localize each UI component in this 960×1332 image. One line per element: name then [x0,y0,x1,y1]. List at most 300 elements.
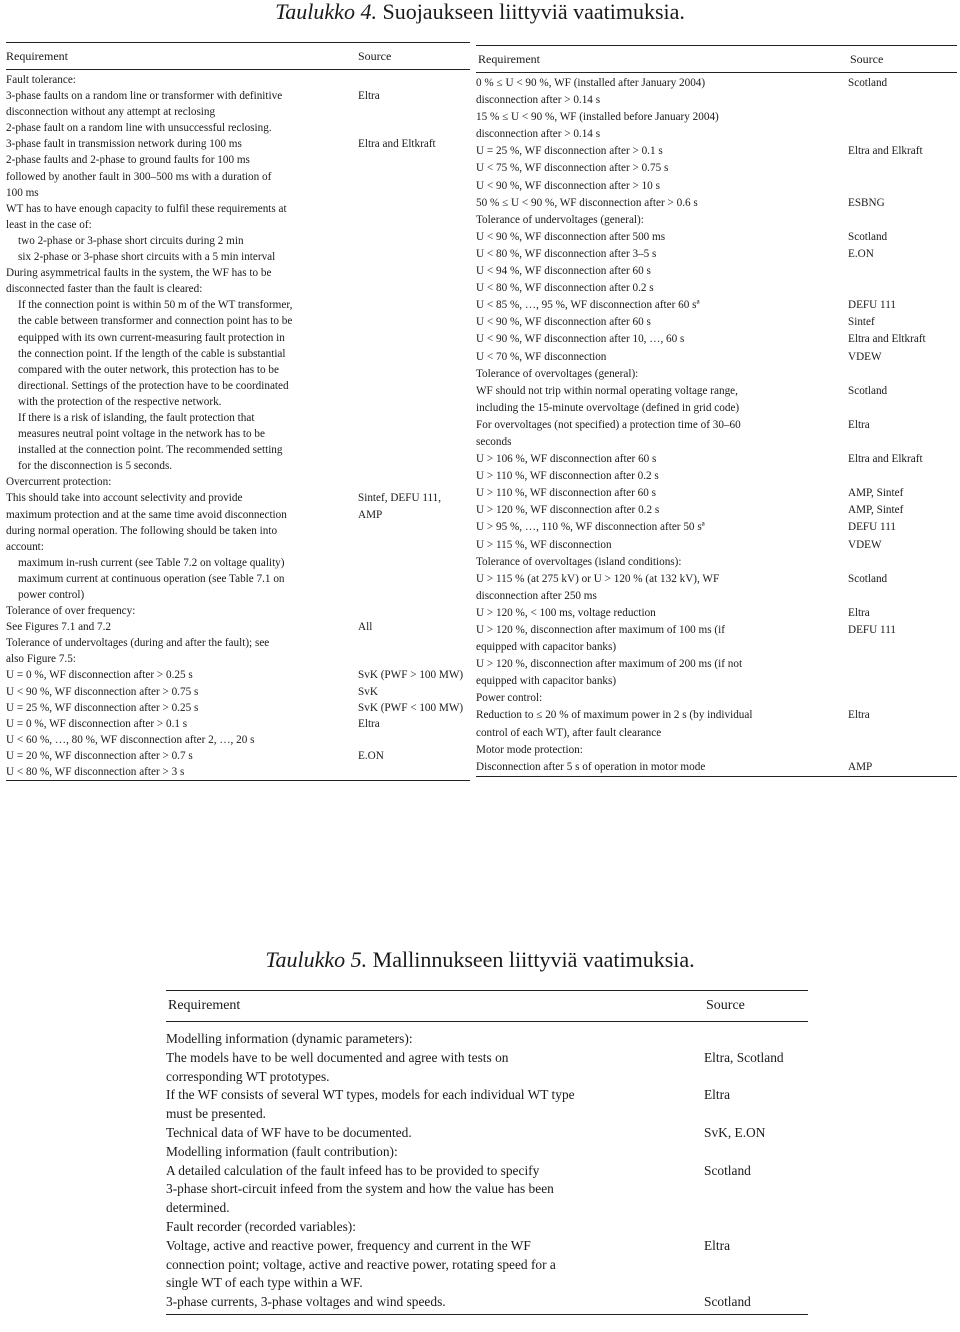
requirement-cell: maximum protection and at the same time avoid disconnection [6,508,287,521]
table-row [6,667,470,683]
requirement-cell: two 2-phase or 3-phase short circuits during 2 min [18,234,244,247]
table-row [476,178,957,195]
requirement-cell: during normal operation. The following should be taken into [6,524,278,537]
table-row [476,502,957,519]
source-cell: DEFU 111 [848,521,896,534]
requirement-cell: U > 110 %, WF disconnection after 60 s [476,487,656,500]
source-cell [704,1030,808,1049]
requirement-cell: 3-phase short-circuit infeed from the system and how the value has been [166,1181,554,1197]
source-cell [358,104,470,120]
table-row [476,366,957,383]
requirement-cell: This should take into account selectivity and provide [6,492,243,505]
requirement-cell: measures neutral point voltage in the network has to be [18,428,265,441]
table-row [476,554,957,571]
requirement-cell: Power control: [476,692,543,705]
source-cell [358,651,470,667]
table-row [6,474,470,490]
table-row [6,619,470,635]
table-row [476,349,957,366]
table-row [6,362,470,378]
source-cell [848,280,957,297]
requirement-cell: Voltage, active and reactive power, frequency and current in the WF [166,1237,531,1253]
source-cell: Eltra and Eltkraft [848,333,926,346]
source-cell [358,635,470,651]
table-row [6,539,470,555]
table-row [476,673,957,690]
table-row [476,417,957,434]
source-cell: ESBNG [848,196,885,209]
source-cell: DEFU 111 [848,624,896,636]
table-row [476,195,957,212]
requirement-cell: the cable between transformer and connection point has to be [18,315,293,328]
source-cell [704,1180,808,1199]
table-row [476,383,957,400]
source-header: Source [850,52,884,66]
source-cell: Sintef, DEFU 111, [358,492,442,505]
table-row [476,109,957,126]
source-cell [358,265,470,281]
table-row [6,104,470,120]
source-cell: Eltra and Elkraft [848,453,923,466]
source-cell: Scotland [848,572,888,585]
table-row [476,314,957,331]
table-row [6,136,470,152]
source-cell [358,523,470,539]
table-row [166,1162,808,1181]
requirement-cell: including the 15-minute overvoltage (defined in grid code) [476,401,740,414]
requirement-cell: U < 75 %, WF disconnection after > 0.75 s [476,162,669,175]
requirement-cell: disconnected faster than the fault is cleared: [6,283,203,296]
source-cell [361,442,470,458]
source-cell: Scotland [704,1162,751,1178]
requirement-cell: U = 0 %, WF disconnection after > 0.1 s [6,717,188,730]
requirement-cell: 0 % ≤ U < 90 %, WF (installed after January 2004) [476,77,706,89]
source-cell: Eltra and Eltkraft [358,138,436,151]
requirement-cell: Tolerance of overvoltages (island conditions): [476,555,682,568]
source-cell: VDEW [848,538,882,551]
requirement-cell: single WT of each type within a WF. [166,1275,363,1291]
source-cell: Eltra [704,1237,731,1253]
requirement-cell: disconnection without any attempt at reclosing [6,106,216,119]
table-row [6,603,470,619]
requirement-cell: During asymmetrical faults in the system, the WF has to be [6,267,272,280]
source-cell [361,410,470,426]
table-row [476,605,957,622]
table-row [6,507,470,523]
table-row [6,555,470,571]
requirement-cell: seconds [476,435,512,448]
requirement-cell: Tolerance of undervoltages (during and after the fault); see [6,637,270,650]
requirement-cell: U = 20 %, WF disconnection after > 0.7 s [6,749,193,762]
requirement-cell: determined. [166,1200,230,1216]
source-cell [848,212,957,229]
requirement-cell: Modelling information (fault contribution): [166,1143,398,1159]
table-row [6,265,470,281]
source-cell: SvK (PWF < 100 MW) [358,701,464,714]
source-cell [358,72,470,88]
requirement-cell: U < 60 %, …, 80 %, WF disconnection after 2, …, 20 s [6,733,255,746]
table-5-number: Taulukko 5. [265,947,368,972]
source-cell [361,426,470,442]
source-cell: Eltra and Elkraft [848,145,923,158]
table-row [476,331,957,348]
table-row [476,143,957,160]
table-row [166,1086,808,1105]
source-cell [358,120,470,136]
table-row [476,485,957,502]
table-row [6,716,470,732]
table-row [476,212,957,229]
table-4-title: Suojaukseen liittyviä vaatimuksia. [382,0,685,24]
requirement-cell: 50 % ≤ U < 90 %, WF disconnection after > 0.6 s [476,196,698,209]
source-cell [848,588,957,605]
source-cell: Eltra, Scotland [704,1049,784,1065]
requirement-cell: Modelling information (dynamic parameters): [166,1031,413,1046]
requirement-cell: 2-phase faults and 2-phase to ground faults for 100 ms [6,154,250,167]
source-cell: AMP, Sintef [848,487,904,500]
table-row [166,1274,808,1293]
table-row [476,280,957,297]
source-cell [848,434,957,451]
requirement-cell: U < 90 %, WF disconnection after 500 ms [476,230,666,243]
table-row [6,410,470,426]
requirement-cell: The models have to be well documented and agree with tests on [166,1049,509,1065]
requirement-cell: connection point; voltage, active and reactive power, rotating speed for a [166,1256,556,1272]
requirement-cell: must be presented. [166,1106,267,1122]
requirement-cell: maximum in-rush current (see Table 7.2 on voltage quality) [18,556,285,569]
table-header [166,990,808,1022]
table-row [6,217,470,233]
source-cell [848,400,957,417]
table-row [6,764,470,780]
source-cell [848,468,957,485]
table-5-title: Mallinnukseen liittyviä vaatimuksia. [372,947,695,972]
source-cell [704,1256,808,1275]
source-cell: Scotland [704,1294,751,1310]
source-cell: Eltra [358,90,380,103]
table-5-caption [0,948,960,972]
requirement-cell: U > 106 %, WF disconnection after 60 s [476,453,657,466]
source-cell: AMP, Sintef [848,504,904,517]
source-cell: Sintef [848,316,875,329]
requirement-cell: If there is a risk of islanding, the fault protection that [18,411,255,424]
source-cell: DEFU 111 [848,299,896,312]
source-cell: SvK (PWF > 100 MW) [358,669,464,682]
requirement-cell: Motor mode protection: [476,743,583,756]
requirement-cell: U < 80 %, WF disconnection after 3–5 s [476,247,657,260]
source-cell [848,673,957,690]
table-4-right-column [476,45,957,777]
source-cell [361,394,470,410]
table-row [6,490,470,506]
requirement-cell: power control) [18,589,85,601]
requirement-cell: Disconnection after 5 s of operation in motor mode [476,760,706,773]
table-4-number: Taulukko 4. [275,0,377,24]
source-cell [361,249,470,265]
source-cell [704,1199,808,1218]
table-row [166,1237,808,1256]
source-cell [704,1143,808,1162]
source-cell [358,152,470,168]
table-row [476,707,957,724]
table-row [6,185,470,201]
requirement-cell: U = 0 %, WF disconnection after > 0.25 s [6,669,193,682]
table-row [6,700,470,716]
source-cell [358,201,470,217]
requirement-cell: Fault recorder (recorded variables): [166,1218,356,1234]
table-row [476,571,957,588]
source-cell [848,366,957,383]
table-row [476,92,957,109]
source-cell [704,1218,808,1237]
source-cell [361,571,470,587]
table-row [6,330,470,346]
table-body [6,70,470,781]
source-cell: E.ON [848,247,874,260]
source-cell [704,1274,808,1293]
requirement-cell: installed at the connection point. The recommended setting [18,444,283,457]
source-cell: Eltra [848,709,870,722]
table-row [166,1218,808,1237]
requirement-cell: disconnection after 250 ms [476,589,597,602]
table-5 [166,990,808,1315]
table-row [476,725,957,742]
source-cell [848,126,957,143]
table-row [166,1143,808,1162]
table-row [6,378,470,394]
source-cell [358,185,470,201]
table-row [6,88,470,104]
table-row [476,690,957,707]
requirement-cell: Fault tolerance: [6,74,76,86]
table-row [476,126,957,143]
source-cell [361,233,470,249]
requirement-cell: U < 94 %, WF disconnection after 60 s [476,265,651,278]
requirement-cell: 3-phase currents, 3-phase voltages and wind speeds. [166,1294,446,1310]
requirement-cell: account: [6,540,44,553]
requirement-cell: See Figures 7.1 and 7.2 [6,621,112,634]
table-row [166,1068,808,1087]
requirement-cell: equipped with capacitor banks) [476,641,617,654]
requirement-cell: U > 120 %, disconnection after maximum of 200 ms (if not [476,658,743,671]
source-cell [848,742,957,759]
requirement-cell: followed by another fault in 300–500 ms with a duration of [6,170,272,183]
requirement-cell: 100 ms [6,186,39,199]
source-cell: Eltra [848,606,870,619]
requirement-cell: 2-phase fault on a random line with unsuccessful reclosing. [6,122,272,135]
table-row [6,346,470,362]
requirement-cell: disconnection after > 0.14 s [476,128,601,141]
requirement-cell: control of each WT), after fault clearance [476,726,662,739]
requirement-cell: compared with the outer network, this protection has to be [18,363,279,376]
requirement-cell: 15 % ≤ U < 90 %, WF (installed before January 2004) [476,111,719,124]
table-row [476,588,957,605]
table-row [6,72,470,88]
table-row [6,523,470,539]
requirement-cell: For overvoltages (not specified) a protection time of 30–60 [476,418,741,431]
table-row [6,394,470,410]
table-row [6,297,470,313]
requirement-cell: with the protection of the respective network. [18,395,222,408]
table-row [6,313,470,329]
table-row [476,742,957,759]
requirement-cell: U < 80 %, WF disconnection after > 3 s [6,766,185,779]
table-row [6,571,470,587]
requirement-cell: U = 25 %, WF disconnection after > 0.25 s [6,701,199,714]
source-cell: SvK, E.ON [704,1124,766,1140]
requirement-cell: U > 110 %, WF disconnection after 0.2 s [476,470,659,483]
table-row [476,519,957,536]
source-cell [848,725,957,742]
requirement-cell: disconnection after > 0.14 s [476,94,601,107]
source-cell [848,639,957,656]
source-cell [361,378,470,394]
table-row [476,229,957,246]
requirement-cell: Reduction to ≤ 20 % of maximum power in 2 s (by individual [476,709,753,722]
table-row [6,426,470,442]
source-cell [848,178,957,195]
requirement-header: Requirement [478,52,540,66]
source-cell [361,346,470,362]
table-row [476,656,957,673]
table-body [166,1022,808,1315]
table-row [6,748,470,764]
table-row [476,451,957,468]
requirement-cell: the connection point. If the length of the cable is substantial [18,347,286,360]
requirement-header: Requirement [6,49,68,63]
source-cell [358,764,470,780]
source-cell: Scotland [848,77,888,89]
requirement-cell: U < 90 %, WF disconnection after 60 s [476,316,651,329]
table-row [6,201,470,217]
table-row [6,442,470,458]
source-cell [848,263,957,280]
table-row [476,537,957,554]
table-row [476,434,957,451]
requirement-cell: A detailed calculation of the fault infeed has to be provided to specify [166,1162,540,1178]
requirement-cell: six 2-phase or 3-phase short circuits with a 5 min interval [18,251,276,264]
requirement-cell: U > 95 %, …, 110 %, WF disconnection after 50 sª [476,521,705,534]
source-cell [848,160,957,177]
source-cell [358,539,470,555]
source-cell [361,587,470,603]
source-cell [848,109,957,126]
table-row [166,1049,808,1068]
table-row [476,75,957,92]
requirement-cell: maximum current at continuous operation (see Table 7.1 on [18,572,285,585]
requirement-cell: WT has to have enough capacity to fulfil these requirements at [6,202,287,215]
source-cell [358,169,470,185]
source-cell [848,656,957,673]
table-row [6,281,470,297]
table-row [6,152,470,168]
requirement-cell: U = 25 %, WF disconnection after > 0.1 s [476,145,663,158]
table-row [476,468,957,485]
source-cell [358,217,470,233]
requirement-cell: corresponding WT prototypes. [166,1068,330,1084]
requirement-cell: for the disconnection is 5 seconds. [18,460,173,473]
source-cell: VDEW [848,350,882,363]
requirement-cell: Tolerance of over frequency: [6,605,136,618]
table-row [476,263,957,280]
source-cell [361,458,470,474]
table-row [6,169,470,185]
source-cell [848,554,957,571]
source-cell [358,603,470,619]
requirement-cell: U < 85 %, …, 95 %, WF disconnection after 60 sª [476,299,700,312]
source-cell: Eltra [704,1087,731,1103]
table-row [6,651,470,667]
table-row [6,732,470,748]
requirement-header: Requirement [168,998,241,1013]
requirement-cell: also Figure 7.5: [6,653,76,666]
requirement-cell: least in the case of: [6,218,92,231]
table-row [166,1180,808,1199]
table-row [476,639,957,656]
requirement-cell: Tolerance of overvoltages (general): [476,367,639,380]
source-header: Source [706,998,745,1013]
table-row [476,246,957,263]
table-4-left-column [6,42,470,781]
requirement-cell: If the connection point is within 50 m of the WT transformer, [18,299,293,312]
requirement-cell: equipped with capacitor banks) [476,675,617,688]
source-cell [848,690,957,707]
table-body [476,73,957,777]
table-row [6,587,470,603]
source-cell: E.ON [358,749,384,762]
requirement-cell: If the WF consists of several WT types, models for each individual WT type [166,1087,575,1103]
table-row [166,1030,808,1049]
source-cell [848,92,957,109]
table-row [476,400,957,417]
table-row [6,120,470,136]
requirement-cell: equipped with its own current-measuring fault protection in [18,331,285,344]
table-4-caption [0,0,960,24]
table-header [6,42,470,70]
source-cell: Scotland [848,230,888,243]
requirement-cell: Technical data of WF have to be documented. [166,1124,412,1140]
source-cell [358,732,470,748]
requirement-cell: U > 115 %, WF disconnection [476,538,612,551]
requirement-cell: U < 90 %, WF disconnection after > 10 s [476,179,660,192]
table-row [6,684,470,700]
source-cell: AMP [848,760,873,773]
requirement-cell: U < 90 %, WF disconnection after > 0.75 s [6,685,199,698]
table-row [166,1124,808,1143]
table-row [6,635,470,651]
table-row [476,759,957,776]
table-row [476,160,957,177]
source-cell [361,297,470,313]
source-cell [361,362,470,378]
source-cell: All [358,621,373,634]
table-row [476,622,957,639]
requirement-cell: WF should not trip within normal operating voltage range, [476,384,738,397]
source-cell: SvK [358,685,378,698]
requirement-cell: Tolerance of undervoltages (general): [476,213,644,226]
requirement-cell: Overcurrent protection: [6,476,112,489]
source-cell [361,555,470,571]
source-cell: Eltra [358,717,380,730]
requirement-cell: 3-phase faults on a random line or transformer with definitive [6,90,283,103]
table-row [166,1105,808,1124]
source-cell [361,330,470,346]
table-row [166,1293,808,1312]
source-cell [704,1105,808,1124]
table-row [6,458,470,474]
table-header [476,45,957,73]
table-row [6,233,470,249]
